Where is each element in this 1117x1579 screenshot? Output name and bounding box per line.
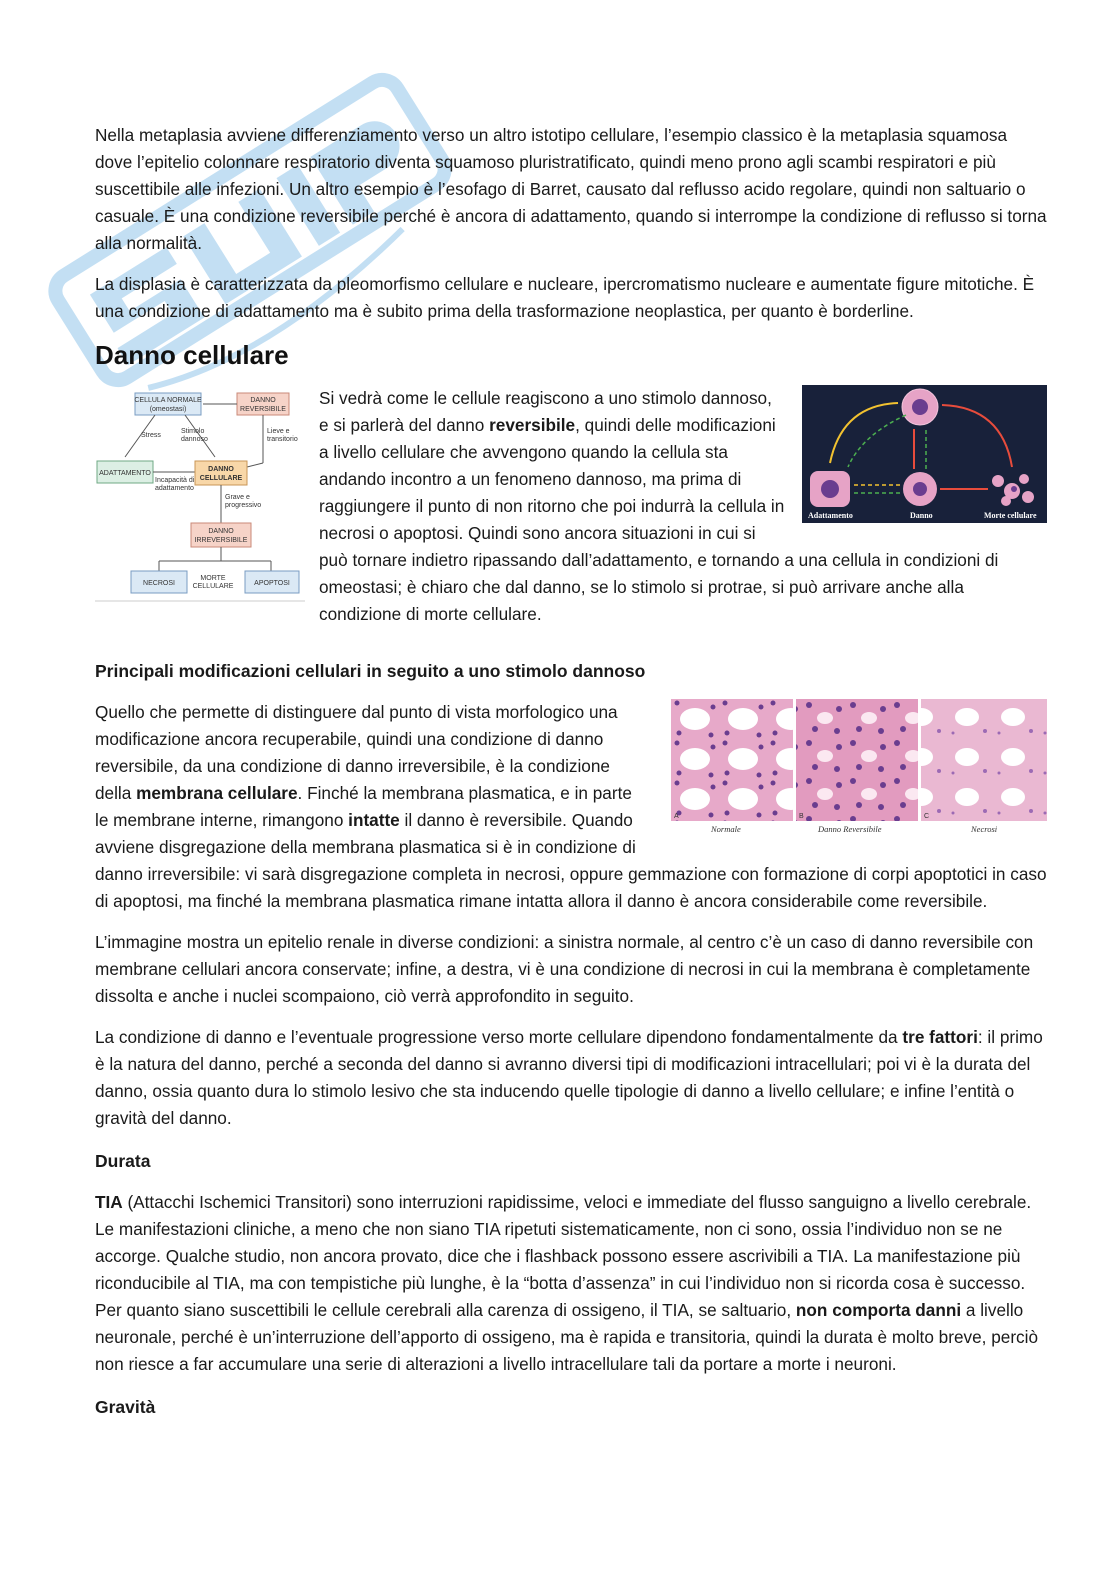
fragment-icon: [1001, 496, 1011, 506]
subheading-gravita: Gravità: [95, 1397, 156, 1417]
diagram-label-stimolo-1: Stimolo: [181, 428, 205, 435]
paragraph-danno-cellulare: Si vedrà come le cellule reagiscono a uno stimolo dannoso, e si parlerà del danno reversibile, quindi delle modificazioni a livello cellulare che avvengono quando la cellula sta andando incontro a un fenomeno dannoso, ma prima di raggiungere il punto di non ritorno che poi indurrà la cellula in necrosi o apoptosi. Quindi sono ancora situazioni in cui si può tornare indietro ripassando dall’adattamento, e tornando a una cellula in condizioni di omeostasi; è chiaro che dal danno, se lo stimolo si protrae, si può arrivare anche alla condizione di morte cellulare.: [319, 388, 999, 624]
fragment-icon: [992, 475, 1004, 487]
diagram-label-incapacita-1: Incapacità di: [155, 477, 195, 484]
subheading-modificazioni: Principali modificazioni cellulari in seguito a uno stimolo dannoso: [95, 661, 646, 681]
diagram-label-grave-1: Grave e: [225, 494, 250, 501]
histology-panel-normale: [671, 699, 793, 821]
diagram-label-danno-cell-1: DANNO: [208, 466, 234, 473]
diagram-label-cellula-normale: CELLULA NORMALE: [134, 397, 202, 404]
diagram-label-lieve-1: Lieve e: [267, 428, 290, 435]
document-body: [95, 122, 1047, 1435]
fragment-nucleus-icon: [1011, 486, 1017, 492]
diagram-label-danno-irr-2: IRREVERSIBILE: [194, 537, 248, 544]
diagram-label-stress: Stress: [141, 432, 161, 439]
panel-letter-a: A: [674, 813, 679, 820]
diagram-label-danno-irr-1: DANNO: [208, 528, 234, 535]
diagram-label-grave-2: progressivo: [225, 502, 262, 509]
caption-danno-reversibile: Danno Reversibile: [818, 824, 882, 834]
caption-danno: Danno: [910, 511, 933, 520]
flow-diagram-figure: [95, 385, 305, 605]
diagram-label-morte-1: MORTE: [200, 575, 226, 582]
diagram-label-danno-rev-2: REVERSIBILE: [240, 406, 286, 413]
fragment-icon: [1022, 491, 1034, 503]
caption-normale: Normale: [711, 824, 741, 834]
panel-letter-b: B: [799, 813, 804, 820]
paragraph-displasia: La displasia è caratterizzata da pleomorfismo cellulare e nucleare, ipercromatismo nucleare e aumentate figure mitotiche. È una condizione di adattamento ma è subito prima della trasformazione neoplastica, per quanto è borderline.: [95, 274, 1035, 321]
diagram-label-omeostasi: (omeostasi): [149, 406, 187, 413]
caption-morte-cellulare: Morte cellulare: [984, 511, 1037, 520]
histology-figure: [671, 699, 1047, 837]
caption-adattamento: Adattamento: [808, 511, 853, 520]
panel-letter-c: C: [924, 813, 930, 820]
nucleus-left-icon: [821, 480, 839, 498]
diagram-label-apoptosi: APOPTOSI: [254, 580, 290, 587]
diagram-arrow-5: [247, 463, 263, 467]
histology-panel-necrosi: [921, 699, 1047, 821]
section-title: Danno cellulare: [95, 340, 289, 370]
diagram-label-adattamento: ADATTAMENTO: [99, 470, 151, 477]
diagram-label-stimolo-2: dannoso: [181, 436, 208, 443]
subheading-durata: Durata: [95, 1151, 151, 1171]
fragment-icon: [1019, 474, 1029, 484]
nucleus-top-icon: [912, 399, 928, 415]
paragraph-metaplasia: Nella metaplasia avviene differenziamento verso un altro istotipo cellulare, l’esempio classico è la metaplasia squamosa dove l’epitelio colonnare respiratorio diventa squamoso pluristratificato, quindi meno prono agli scambi respiratori e più suscettibile alle infezioni. Un altro esempio è l’esofago di Barret, causato dal reflusso acido regolare, quindi non saltuario o casuale. È una condizione reversibile perché è ancora di adattamento, quando si interrompe la condizione di reflusso si torna alla normalità.: [95, 125, 1047, 253]
paragraph-immagine: L’immagine mostra un epitelio renale in diverse condizioni: a sinistra normale, al centro c’è un caso di danno reversibile con membrane cellulari ancora conservate; infine, a destra, vi è una condizione di necrosi in cui la membrana è completamente dissolta e anche i nuclei scompaiono, ciò verrà approfondito in seguito.: [95, 932, 1034, 1006]
diagram-label-necrosi: NECROSI: [143, 580, 175, 587]
diagram-label-lieve-2: transitorio: [267, 436, 298, 443]
caption-necrosi: Necrosi: [971, 824, 998, 834]
diagram-label-incapacita-2: adattamento: [155, 485, 194, 492]
paragraph-tia: TIA (Attacchi Ischemici Transitori) sono interruzioni rapidissime, veloci e immediate del flusso sanguigno a livello cerebrale. Le manifestazioni cliniche, a meno che non siano TIA ripetuti sistematicamente, non ci sono, ossia l’individuo non se ne accorge. Qualche studio, non ancora provato, dice che i flashback possono essere ascrivibili a TIA. La manifestazione più riconducibile al TIA, ma con tempistiche più lunghe, è la “botta d’assenza” in cui l’individuo non si ricorda cosa è successo. Per quanto siano suscettibili le cellule cerebrali alla carenza di ossigeno, il TIA, se saltuario, non comporta danni a livello neuronale, perché è un’interruzione dell’apporto di ossigeno, ma è rapida e transitoria, quindi la durata è molto breve, perciò non riesce a far accumulare una serie di alterazioni a livello intracellulare tali da portare a morte i neuroni.: [95, 1192, 1039, 1374]
diagram-label-danno-cell-2: CELLULARE: [199, 475, 243, 482]
diagram-label-morte-2: CELLULARE: [192, 583, 234, 590]
diagram-label-danno-rev-1: DANNO: [250, 397, 276, 404]
paragraph-fattori: La condizione di danno e l’eventuale progressione verso morte cellulare dipendono fondamentalmente da tre fattori: il primo è la natura del danno, perché a seconda del danno si avranno diversi tipi di modificazioni intracellulari; poi vi è la durata del danno, ossia quanto dura lo stimolo lesivo che sta inducendo quelle tipologie di danno a livello cellulare; e infine l’entità o gravità del danno.: [95, 1027, 1043, 1128]
cell-damage-illustration: [802, 385, 1047, 523]
paragraph-membrana: Quello che permette di distinguere dal punto di vista morfologico una modificazione ancora recuperabile, quindi una condizione di danno reversibile, da una condizione di danno irreversibile, è la condizione della membrana cellulare. Finché la membrana plasmatica, e in parte le membrane interne, rimangono intatte il danno è reversibile. Quando avviene disgregazione della membrana plasmatica si è in condizione di danno irreversibile: vi sarà disgregazione completa in necrosi, oppure gemmazione con formazione di corpi apoptotici in caso di apoptosi, ma finché la membrana plasmatica rimane intatta allora il danno è ancora considerabile come reversibile.: [95, 702, 1047, 911]
nucleus-middle-icon: [913, 482, 927, 496]
histology-panel-reversibile: [796, 699, 918, 821]
